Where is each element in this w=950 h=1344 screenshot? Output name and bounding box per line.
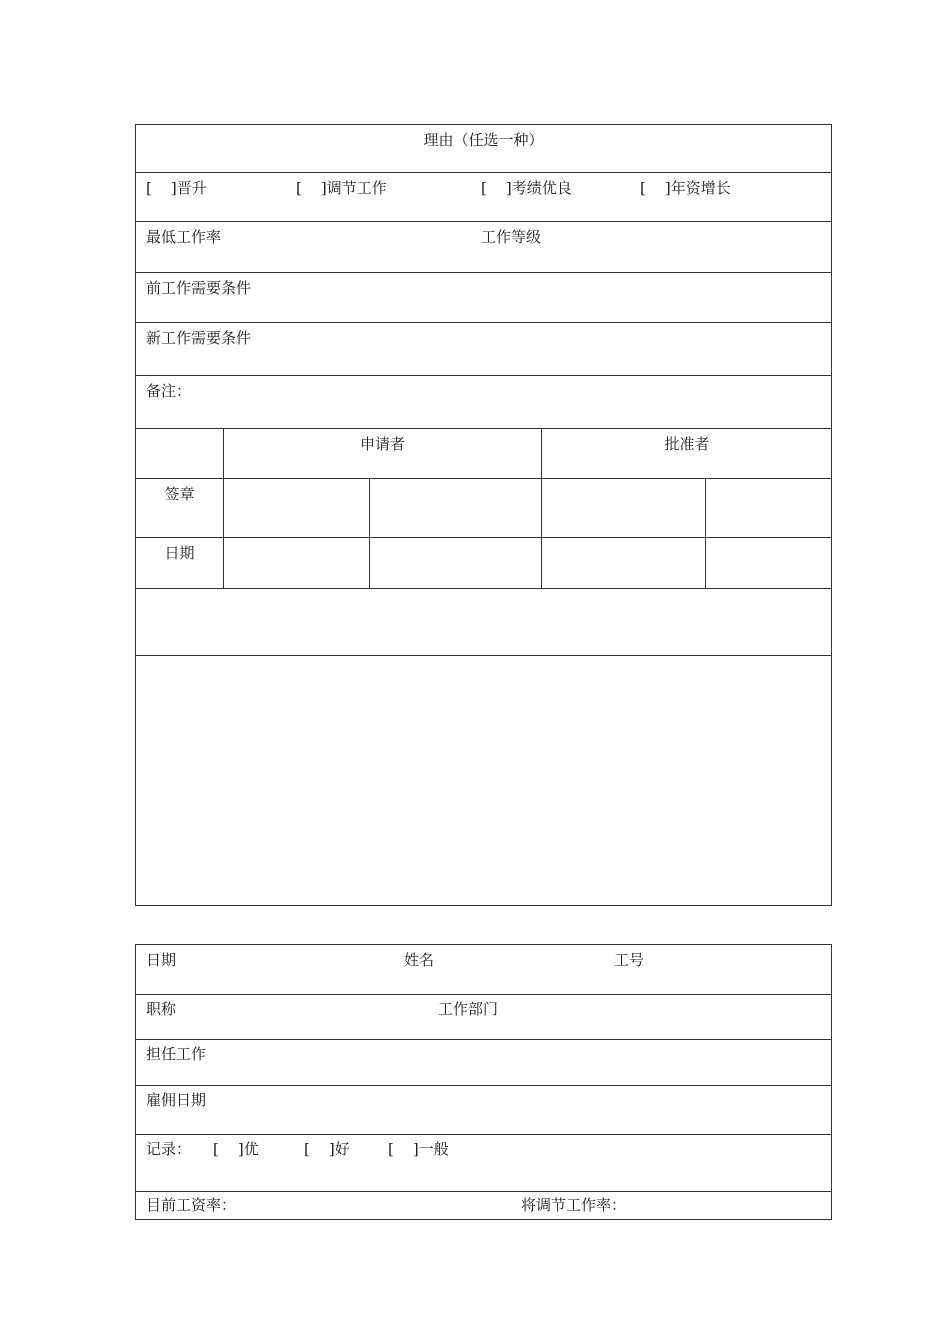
current-rate-label: 目前工资率： (146, 1196, 237, 1214)
date-label: 日期 (146, 951, 177, 969)
min-rate-label: 最低工作率 (146, 228, 222, 246)
date-row (136, 538, 831, 589)
rate-grade-row (136, 222, 831, 273)
approver-signature-cell[interactable] (542, 479, 705, 537)
applicant-label: 申请者 (359, 435, 405, 453)
prev-req-label: 前工作需要条件 (146, 279, 252, 297)
record-average-checkbox[interactable]: [ ]一般 (388, 1140, 449, 1158)
record-good-checkbox[interactable]: [ ]好 (304, 1140, 350, 1158)
record-label: 记录： (146, 1140, 192, 1158)
approver-date-cell[interactable] (542, 538, 705, 588)
remarks-label: 备注： (146, 382, 192, 400)
date-label: 日期 (164, 544, 195, 562)
new-req-row (136, 323, 831, 376)
applicant-signature-cell[interactable] (224, 479, 369, 537)
signature-row (136, 479, 831, 538)
id-label: 工号 (614, 951, 645, 969)
name-label: 姓名 (404, 951, 435, 969)
merit-checkbox[interactable]: [ ]考绩优良 (481, 179, 572, 197)
dept-label: 工作部门 (438, 1000, 499, 1018)
reason-header-row (136, 125, 831, 173)
rate-row (136, 1192, 831, 1219)
blank-row (136, 589, 831, 656)
date-name-id-row (136, 945, 831, 995)
applicant-date-cell[interactable] (370, 538, 541, 588)
reason-options-row (136, 173, 831, 222)
blank-area (136, 656, 831, 905)
hire-date-row (136, 1086, 831, 1135)
seniority-checkbox[interactable]: [ ]年资增长 (640, 179, 731, 197)
new-req-label: 新工作需要条件 (146, 329, 252, 347)
record-row (136, 1135, 831, 1192)
title-dept-row (136, 995, 831, 1040)
title-label: 职称 (146, 1000, 177, 1018)
approval-header-row (136, 429, 831, 479)
applicant-signature-cell[interactable] (370, 479, 541, 537)
applicant-date-cell[interactable] (224, 538, 369, 588)
record-excellent-checkbox[interactable]: [ ]优 (213, 1140, 259, 1158)
approver-date-cell[interactable] (706, 538, 832, 588)
adjust-job-checkbox[interactable]: [ ]调节工作 (296, 179, 387, 197)
adjustment-reason-form (135, 124, 832, 906)
reason-header: 理由（任选一种） (423, 131, 544, 149)
employee-info-form (135, 944, 832, 1220)
grade-label: 工作等级 (481, 228, 542, 246)
job-label: 担任工作 (146, 1045, 207, 1063)
promotion-checkbox[interactable]: [ ]晋升 (146, 179, 207, 197)
adjusted-rate-label: 将调节工作率： (521, 1196, 627, 1214)
approver-signature-cell[interactable] (706, 479, 832, 537)
job-row (136, 1040, 831, 1086)
remarks-row (136, 376, 831, 429)
hire-date-label: 雇佣日期 (146, 1091, 207, 1109)
prev-req-row (136, 273, 831, 323)
approver-label: 批准者 (664, 435, 710, 453)
signature-label: 签章 (164, 485, 195, 503)
